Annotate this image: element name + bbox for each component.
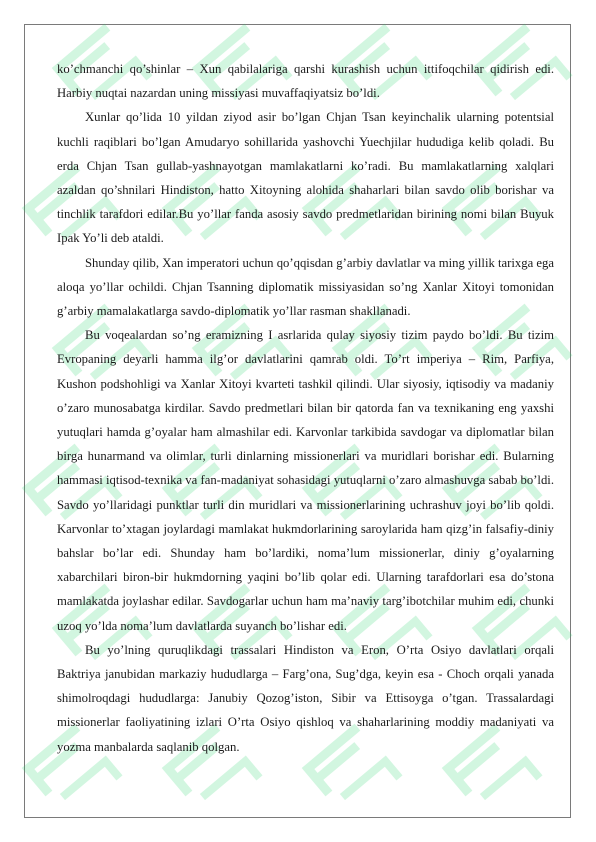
paragraph: Bu voqealardan so’ng eramizning I asrlarida qulay siyosiy tizim paydo bo’ldi. Bu tizim Evropaning deyarli hamma ilg’or davlatlarini qamrab oldi. To’rt imperiya – Rim, Parfiya, Kushon podshohligi va Xanlar Xitoyi kvarteti tashkil qilindi. Ular siyosiy, iqtisodiy va madaniy o’zaro munosabatga kirdilar. Savdo predmetlari bilan bir qatorda fan va texnikaning eng yaxshi yutuqlari hamda g’oyalar ham almashilar edi. Karvonlar tarkibida savdogar va diplomatlar bilan birga hunarmand va olimlar, turli dinlarning missionerlari va muridlari borishar edi. Bularning hammasi iqtisod-texnika va fan-madaniyat sohasidagi yutuqlarni o’zaro almashuvga sabab bo’ldi. Savdo yo’llaridagi punktlar turli din muridlari va missionerlarining uchrashuv joyi bo’lib qoldi. Karvonlar to’xtagan joylardagi mamlakat hukmdorlarining saroylarida ham qizg’in falsafiy-diniy bahslar bo’lar edi. Shunday ham bo’lardiki, noma’lum missionerlar, diniy g’oyalarning xabarchilari biron-bir hukmdorning yaqini bo’lib qolar edi. Ularning tarafdorlari esa do’stona mamlakatda joylashar edilar. Savdogarlar uchun ham ma’naviy targ’ibotchilar muhim edi, chunki uzoq yo’lda noma’lum davlatlarda suyanch bo’lishar edi.	[57, 328, 554, 633]
paragraph: Xunlar qo’lida 10 yildan ziyod asir bo’lgan Chjan Tsan keyinchalik ularning potentsial kuchli raqiblari bo’lgan Amudaryo sohillarida yashovchi Yuechjilar hududiga kelib qoladi. Bu erda Chjan Tsan gullab-yashnayotgan mamlakatlarni ko’radi. Bu mamlakatlarning xalqlari azaldan qo’shnilari Hindiston, hatto Xitoyning alohida shaharlari bilan savdo olib borishar va tinchlik tarafdori edilar.Bu yo’llar fanda asosiy savdo predmetlaridan birining nomi bilan Buyuk Ipak Yo’li deb ataldi.	[57, 110, 554, 246]
document-body	[57, 57, 554, 759]
paragraph: Bu yo’lning quruqlikdagi trassalari Hindiston va Eron, O’rta Osiyo davlatlari orqali Baktriya janubidan markaziy hududlarga – Farg’ona, Sug’dga, keyin esa - Choch orqali yanada shimolroqdagi hududlarga: Janubiy Qozog’iston, Sibir va Ettisoyga o’tgan. Trassalardagi missionerlar faoliyatining izlari O’rta Osiyo qishloq va shaharlarining moddiy madaniyati va yozma manbalarda saqlanib qolgan.	[57, 642, 554, 754]
paragraph: ko’chmanchi qo’shinlar – Xun qabilalariga qarshi kurashish uchun ittifoqchilar qidirish edi. Harbiy nuqtai nazardan uning missiyasi muvaffaqiyatsiz bo’ldi.	[57, 62, 554, 101]
paragraph: Shunday qilib, Xan imperatori uchun qo’qqisdan g’arbiy davlatlar va ming yillik tarixga ega aloqa yo’llar ochildi. Chjan Tsanning diplomatik missiyasidan so’ng Xanlar Xitoyi tomonidan g’arbiy mamalakatlarga savdo-diplomatik yo’llar rasman shakllanadi.	[57, 255, 554, 319]
